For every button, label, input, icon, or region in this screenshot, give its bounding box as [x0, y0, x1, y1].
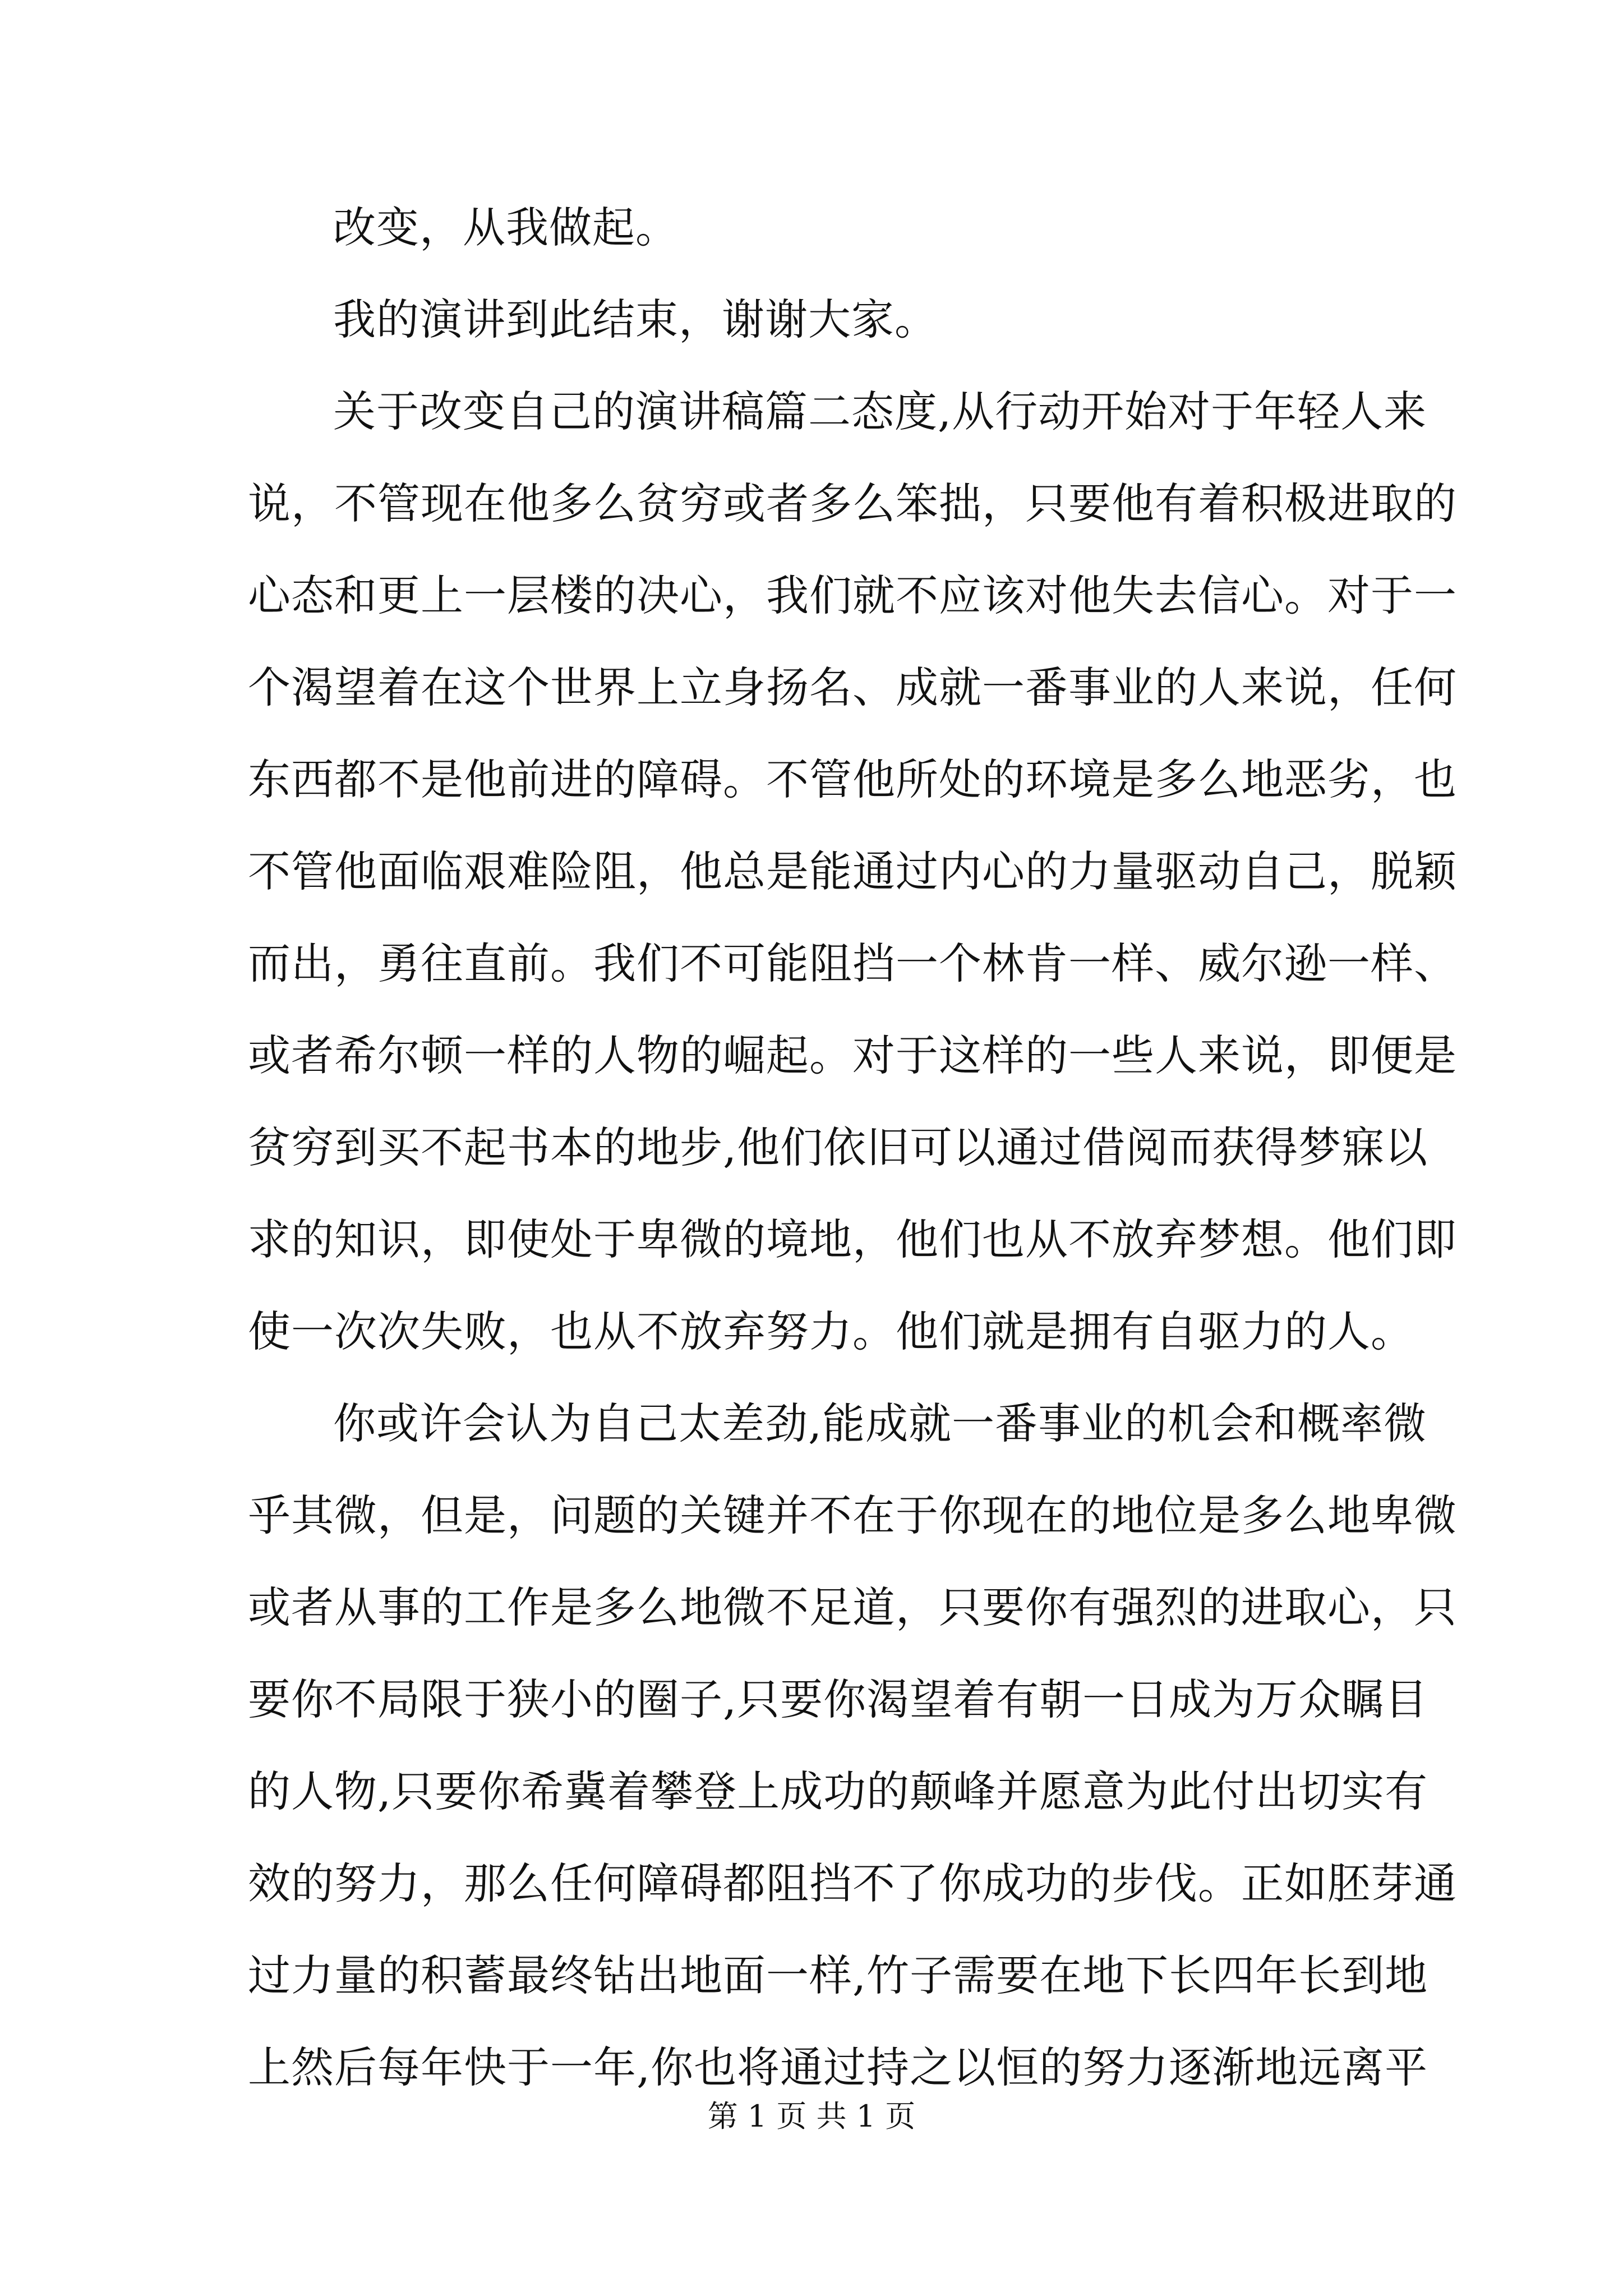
text-line: 过力量的积蓄最终钻出地面一样,竹子需要在地下长四年长到地 [248, 1950, 1428, 2000]
page-footer: 第 1 页 共 1 页 [707, 2099, 916, 2134]
text-line: 贫穷到买不起书本的地步,他们依旧可以通过借阅而获得梦寐以 [248, 1122, 1428, 1172]
text-line: 或者从事的工作是多么地微不足道，只要你有强烈的进取心，只 [248, 1582, 1457, 1632]
text-line: 而出，勇往直前。我们不可能阻挡一个林肯一样、威尔逊一样、 [248, 938, 1457, 988]
text-line: 要你不局限于狭小的圈子,只要你渴望着有朝一日成为万众瞩目 [248, 1674, 1428, 1724]
text-line: 我的演讲到此结束，谢谢大家。 [333, 295, 938, 344]
text-line: 心态和更上一层楼的决心，我们就不应该对他失去信心。对于一 [248, 570, 1457, 620]
text-line: 上然后每年快于一年,你也将通过持之以恒的努力逐渐地远离平 [248, 2042, 1428, 2092]
paragraph-start-line: 你或许会认为自己太差劲,能成就一番事业的机会和概率微 [333, 1398, 1427, 1448]
text-line: 东西都不是他前进的障碍。不管他所处的环境是多么地恶劣，也 [248, 754, 1457, 804]
text-line: 效的努力，那么任何障碍都阻挡不了你成功的步伐。正如胚芽通 [248, 1858, 1457, 1908]
paragraph-start-line: 关于改变自己的演讲稿篇二态度,从行动开始对于年轻人来 [333, 386, 1427, 436]
text-line: 或者希尔顿一样的人物的崛起。对于这样的一些人来说，即便是 [248, 1030, 1457, 1080]
document-body [248, 202, 1457, 2134]
text-line: 不管他面临艰难险阻，他总是能通过内心的力量驱动自己，脱颖 [248, 846, 1457, 896]
text-line: 乎其微，但是，问题的关键并不在于你现在的地位是多么地卑微 [248, 1490, 1457, 1540]
text-line: 的人物,只要你希冀着攀登上成功的颠峰并愿意为此付出切实有 [248, 1766, 1428, 1816]
text-line: 改变，从我做起。 [333, 203, 679, 252]
text-line: 使一次次失败，也从不放弃努力。他们就是拥有自驱力的人。 [248, 1306, 1414, 1356]
text-line: 说，不管现在他多么贫穷或者多么笨拙，只要他有着积极进取的 [248, 478, 1457, 528]
text-line: 个渴望着在这个世界上立身扬名、成就一番事业的人来说，任何 [248, 662, 1457, 712]
text-line: 求的知识，即使处于卑微的境地，他们也从不放弃梦想。他们即 [248, 1214, 1457, 1264]
